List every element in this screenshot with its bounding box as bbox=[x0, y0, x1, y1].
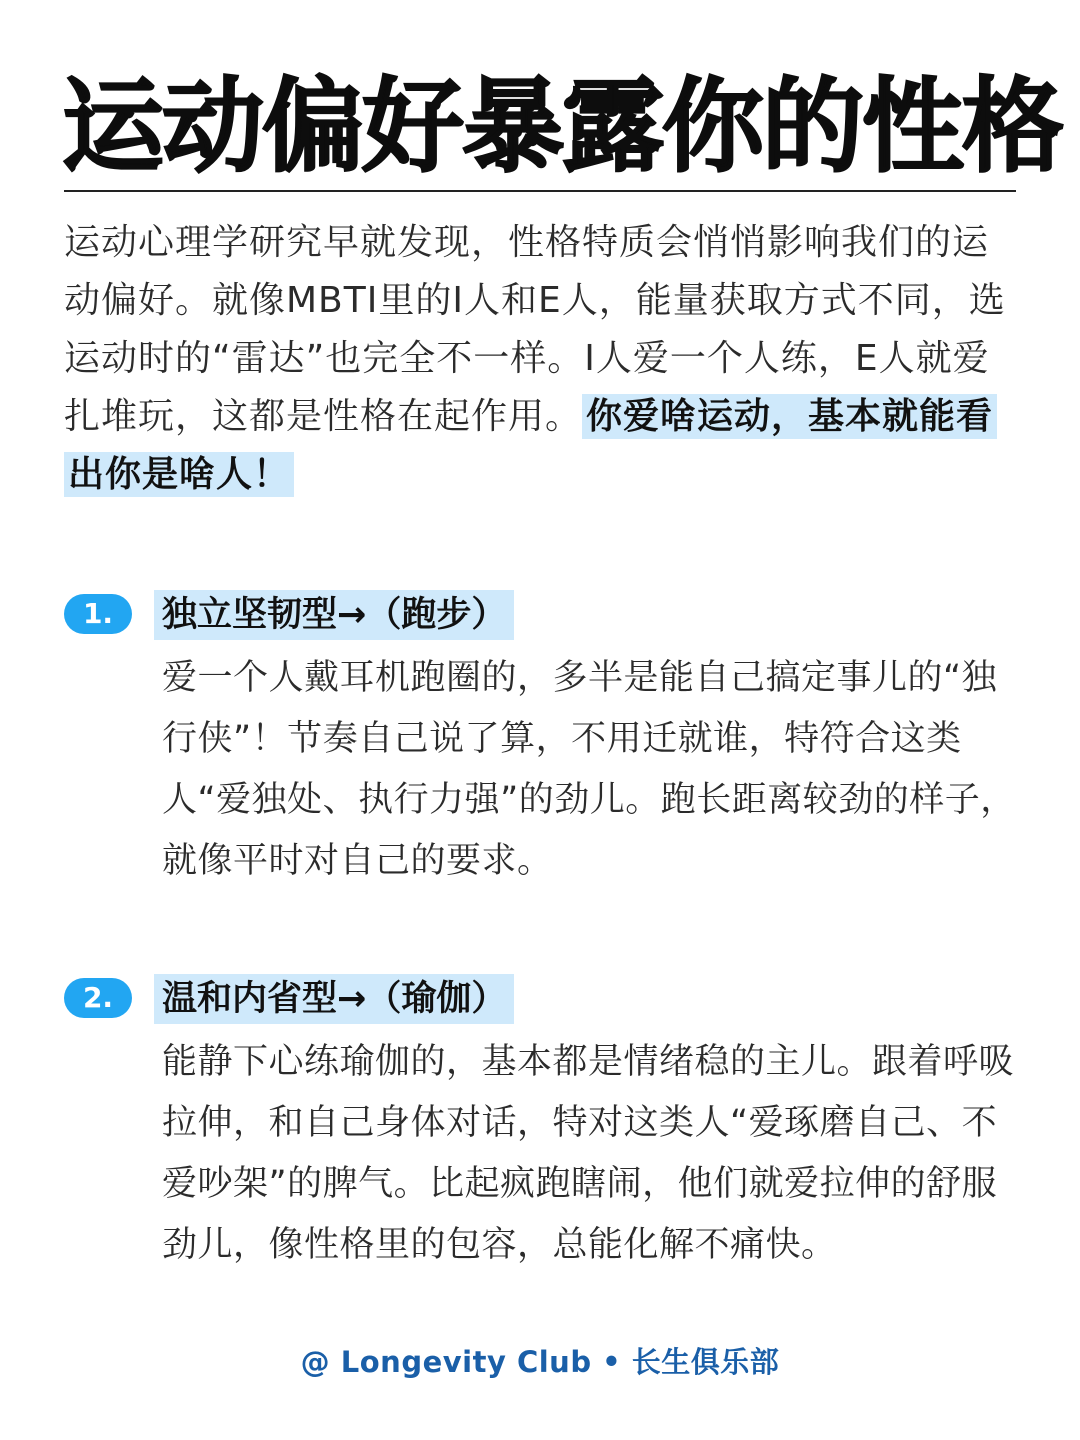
intro-highlight: 你爱啥运动，基本就能看出你是啥人！ bbox=[64, 394, 997, 497]
section-body: 能静下心练瑜伽的，基本都是情绪稳的主儿。跟着呼吸拉伸，和自己身体对话，特对这类人“爱琢磨自己、不爱吵架”的脾气。比起疯跑瞎闹，他们就爱拉伸的舒服劲儿，像性格里的包容，总能化解不痛快。 bbox=[162, 1042, 1015, 1265]
section-heading: 温和内省型→（瑜伽） bbox=[154, 974, 514, 1024]
section-heading: 独立坚韧型→（跑步） bbox=[154, 590, 514, 640]
intro-text: 运动心理学研究早就发现，性格特质会悄悄影响我们的运动偏好。就像MBTI里的I人和E人，能量获取方式不同，选运动时的“雷达”也完全不一样。I人爱一个人练，E人就爱扎堆玩，这都是性格在起作用。 bbox=[64, 222, 1006, 437]
page-title: 运动偏好暴露你的性格 bbox=[62, 68, 1062, 187]
section-body: 爱一个人戴耳机跑圈的，多半是能自己搞定事儿的“独行侠”！节奏自己说了算，不用迁就谁，特符合这类人“爱独处、执行力强”的劲儿。跑长距离较劲的样子，就像平时对自己的要求。 bbox=[162, 658, 1016, 881]
intro-paragraph bbox=[64, 214, 1020, 504]
section-number-badge: 2. bbox=[64, 978, 132, 1018]
title-divider bbox=[64, 190, 1016, 192]
footer-credit: @ Longevity Club • 长生俱乐部 bbox=[300, 1345, 780, 1379]
section-number-badge: 1. bbox=[64, 594, 132, 634]
